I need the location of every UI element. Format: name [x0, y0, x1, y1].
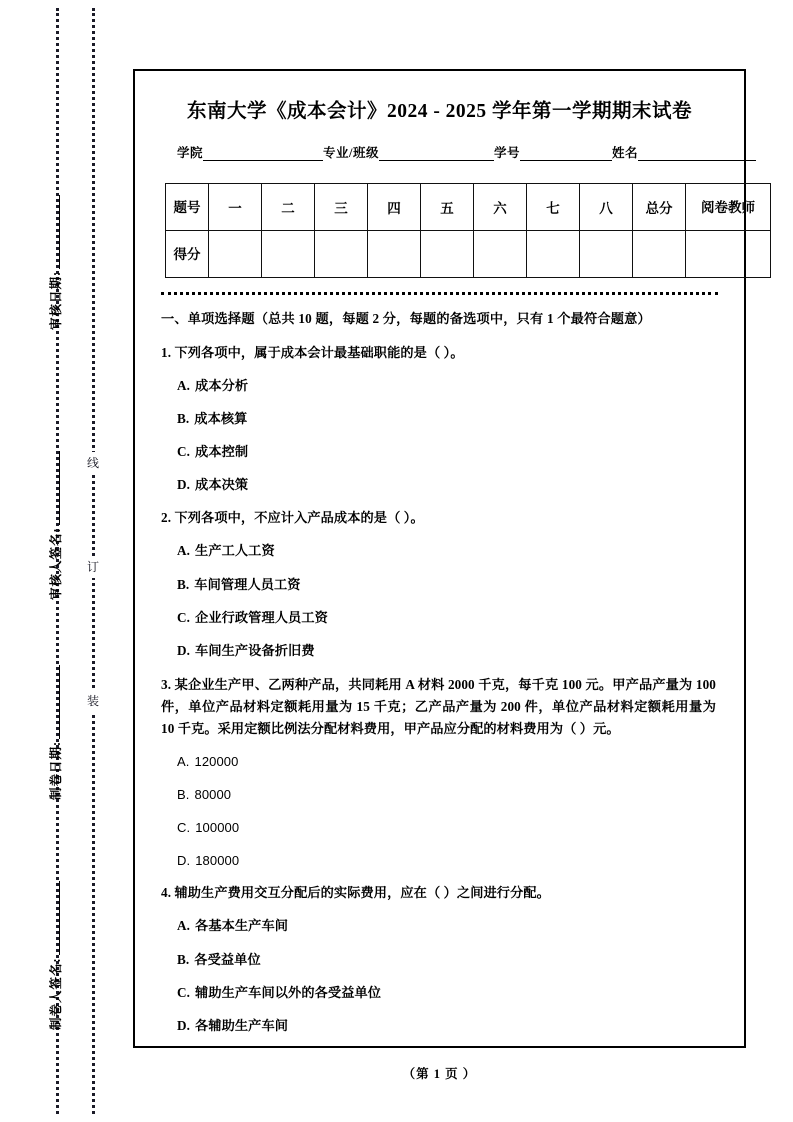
question-2-option-a[interactable]: [177, 541, 716, 561]
question-4-option-d-letter: D.: [177, 1017, 191, 1033]
score-table-row-question-numbers: [166, 184, 771, 231]
identity-input-student-id[interactable]: [520, 147, 612, 161]
score-table: [165, 183, 771, 278]
score-table-col-2: 二: [262, 184, 315, 231]
score-table-col-grader: 阅卷教师: [686, 184, 771, 231]
question-3-option-b-letter: B.: [177, 787, 190, 803]
vertical-label-review-date-text: 审核日期:: [49, 270, 63, 330]
question-1-option-b-letter: B.: [177, 411, 190, 427]
question-3-option-a-letter: A.: [177, 754, 190, 770]
section-heading-1: 一、单项选择题（总共 10 题，每题 2 分，每题的备选项中，只有 1 个最符合题意）: [161, 311, 651, 326]
score-cell-6[interactable]: [474, 231, 527, 278]
vertical-label-paper-date-text: 制卷日期:: [49, 740, 63, 800]
exam-sheet-inner: [135, 71, 755, 1036]
score-table-col-5: 五: [421, 184, 474, 231]
question-3-stem: 3. 某企业生产甲、乙两种产品，共同耗用 A 材料 2000 千克，每千克 100 元。甲产品产量为 100 件，单位产品材料定额耗用量为 15 千克；乙产品产量为 200 件，单位产品材料定额耗用量为 10 千克。采用定额比例法分配材料费用，甲产品应分配的材料费用为（ ）元。: [161, 676, 716, 736]
question-3-option-b-text: 80000: [194, 787, 232, 803]
question-4-stem: 4. 辅助生产费用交互分配后的实际费用，应在（ ）之间进行分配。: [161, 885, 550, 901]
question-3-option-c[interactable]: [177, 818, 716, 838]
vertical-label-author-signature-blank: [59, 881, 60, 955]
score-cell-grader[interactable]: [686, 231, 771, 278]
score-cell-3[interactable]: [315, 231, 368, 278]
question-2-option-b-text: 车间管理人员工资: [194, 576, 301, 592]
identity-input-major-class[interactable]: [379, 147, 494, 161]
question-2-option-b-letter: B.: [177, 576, 190, 592]
question-3-option-d-letter: D.: [177, 852, 191, 868]
question-body: [155, 295, 724, 1036]
question-1-option-c-letter: C.: [177, 444, 191, 460]
question-2-option-a-letter: A.: [177, 543, 191, 559]
identity-fields-row: [155, 143, 724, 161]
exam-sheet: [133, 69, 755, 1048]
question-2-option-d-text: 车间生产设备折旧费: [195, 642, 315, 658]
question-1-option-c-text: 成本控制: [195, 444, 249, 460]
question-3-option-b[interactable]: [177, 785, 716, 805]
question-3-option-d-text: 180000: [195, 852, 240, 868]
question-4-option-d-text: 各辅助生产车间: [195, 1017, 289, 1033]
question-3-option-c-letter: C.: [177, 819, 191, 835]
question-1-option-d-letter: D.: [177, 477, 191, 493]
question-2-option-a-text: 生产工人工资: [195, 543, 275, 559]
question-3-option-d[interactable]: [177, 851, 716, 871]
identity-label-major-class: 专业/班级: [323, 146, 379, 160]
question-4-option-c-letter: C.: [177, 984, 191, 1000]
question-2-option-c-text: 企业行政管理人员工资: [195, 609, 328, 625]
binding-glyph-xian: 线: [83, 452, 103, 474]
score-table-col-8: 八: [580, 184, 633, 231]
question-1-option-c[interactable]: [177, 442, 716, 462]
binding-margin: [0, 0, 120, 1122]
score-cell-2[interactable]: [262, 231, 315, 278]
question-1-option-b[interactable]: [177, 409, 716, 429]
question-4-option-b-letter: B.: [177, 951, 190, 967]
question-4-option-c-text: 辅助生产车间以外的各受益单位: [195, 984, 382, 1000]
score-table-col-7: 七: [527, 184, 580, 231]
question-2-stem: 2. 下列各项中，不应计入产品成本的是（ ）。: [161, 510, 424, 526]
question-4-option-d[interactable]: [177, 1016, 716, 1036]
question-3-option-a-text: 120000: [194, 754, 239, 770]
question-3-option-a[interactable]: [177, 752, 716, 772]
question-4-option-a-text: 各基本生产车间: [195, 918, 289, 934]
score-table-col-1: 一: [209, 184, 262, 231]
question-4-option-c[interactable]: [177, 983, 716, 1003]
vertical-label-review-date-blank: [59, 195, 60, 269]
binding-glyph-zhuang: 装: [83, 690, 103, 712]
vertical-label-author-signature: [46, 710, 64, 1030]
identity-input-name[interactable]: [638, 147, 756, 161]
question-2-option-c-letter: C.: [177, 609, 191, 625]
question-3-option-c-text: 100000: [195, 819, 240, 835]
score-table-head-score: 得分: [166, 231, 209, 278]
identity-label-student-id: 学号: [494, 146, 521, 160]
score-cell-1[interactable]: [209, 231, 262, 278]
page-footer: （第 1 页 ）: [402, 1067, 477, 1081]
vertical-label-reviewer-signature-text: 审核人签名:: [49, 527, 63, 600]
score-cell-7[interactable]: [527, 231, 580, 278]
question-1-option-a[interactable]: [177, 376, 716, 396]
identity-label-college: 学院: [177, 146, 204, 160]
question-1-stem: 1. 下列各项中，属于成本会计最基础职能的是（ ）。: [161, 345, 464, 361]
score-table-row-scores: [166, 231, 771, 278]
vertical-label-author-signature-text: 制卷人签名:: [49, 957, 63, 1030]
question-4-option-a[interactable]: [177, 916, 716, 936]
question-1-option-d[interactable]: [177, 475, 716, 495]
identity-field-college: [177, 143, 323, 161]
question-4-option-b-text: 各受益单位: [194, 951, 261, 967]
identity-field-major-class: [323, 143, 494, 161]
score-table-col-6: 六: [474, 184, 527, 231]
score-table-head-question: 题号: [166, 184, 209, 231]
identity-input-college[interactable]: [203, 147, 323, 161]
question-2-option-d-letter: D.: [177, 642, 191, 658]
identity-field-name: [612, 143, 756, 161]
score-cell-5[interactable]: [421, 231, 474, 278]
score-cell-8[interactable]: [580, 231, 633, 278]
question-2-option-b[interactable]: [177, 575, 716, 595]
score-cell-total[interactable]: [633, 231, 686, 278]
score-table-col-3: 三: [315, 184, 368, 231]
question-1-option-d-text: 成本决策: [195, 477, 249, 493]
binding-glyph-ding: 订: [83, 556, 103, 578]
question-2-option-c[interactable]: [177, 608, 716, 628]
identity-label-name: 姓名: [612, 146, 639, 160]
question-4-option-b[interactable]: [177, 950, 716, 970]
question-1-option-a-text: 成本分析: [195, 378, 249, 394]
score-table-wrapper: [155, 183, 755, 278]
question-4-option-a-letter: A.: [177, 918, 191, 934]
exam-title: 东南大学《成本会计》2024 - 2025 学年第一学期期末试卷: [186, 101, 693, 122]
question-2-option-d[interactable]: [177, 641, 716, 661]
identity-field-student-id: [494, 143, 612, 161]
score-table-col-4: 四: [368, 184, 421, 231]
question-1-option-a-letter: A.: [177, 378, 191, 394]
question-1-option-b-text: 成本核算: [194, 411, 248, 427]
score-table-col-total: 总分: [633, 184, 686, 231]
score-cell-4[interactable]: [368, 231, 421, 278]
